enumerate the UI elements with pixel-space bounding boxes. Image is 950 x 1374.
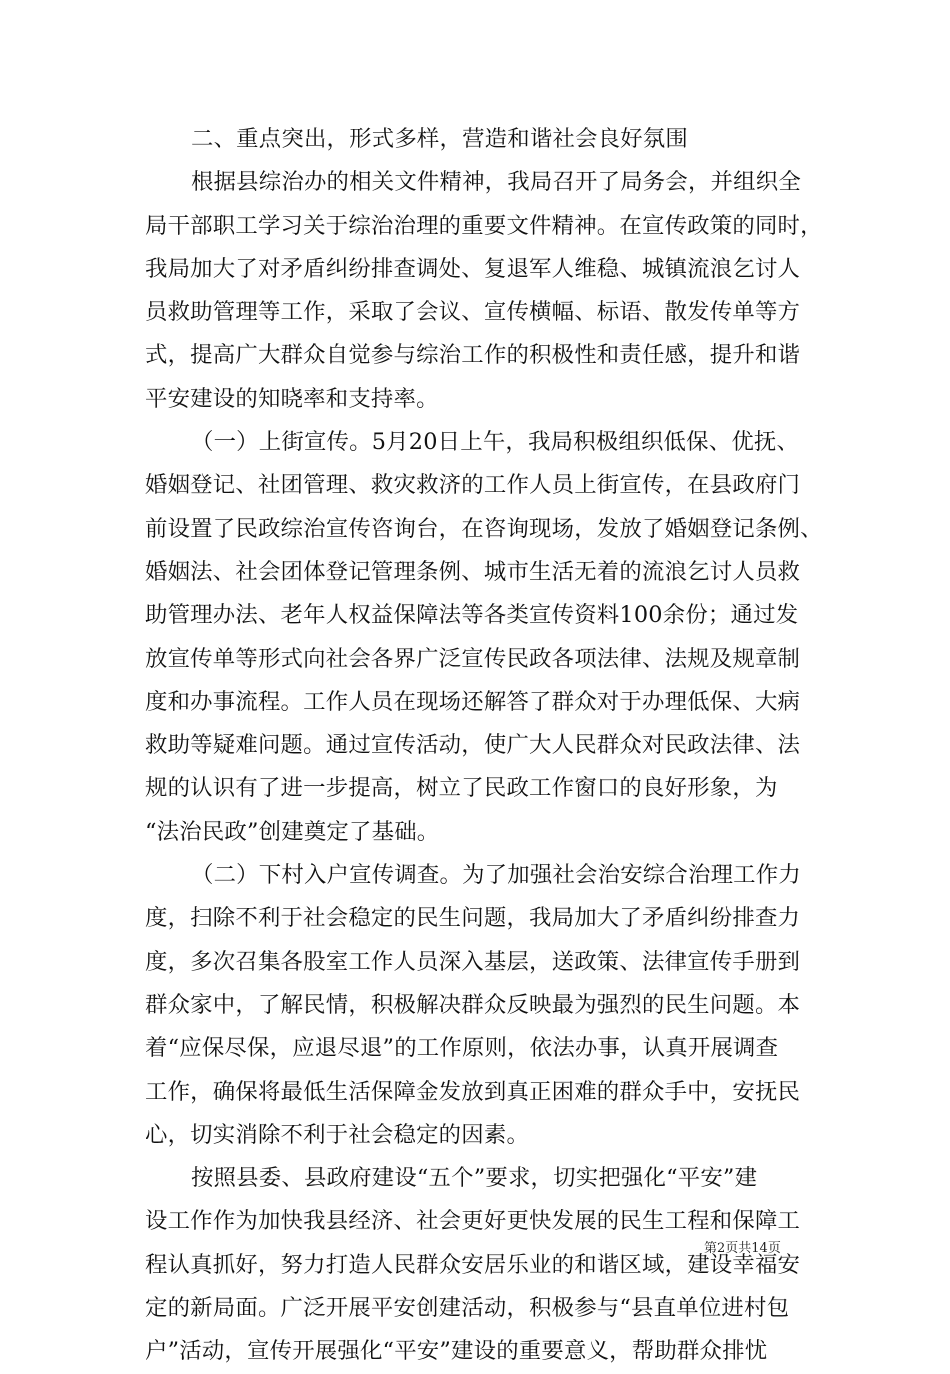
paragraph-heading-2 — [145, 118, 807, 161]
page-number-footer: 第2页共14页 — [704, 1241, 781, 1256]
document-body — [145, 118, 823, 1374]
paragraph-para-intro — [145, 161, 823, 421]
text-line: 度，扫除不利于社会稳定的民生问题，我局加大了矛盾纠纷排查力 — [145, 905, 801, 932]
text-line: （一）上街宣传。5月20日上午，我局积极组织低保、优抚、 — [191, 429, 800, 456]
text-line: 婚姻法、社会团体登记管理条例、城市生活无着的流浪乞讨人员救 — [145, 558, 801, 585]
text-line: 我局加大了对矛盾纠纷排查调处、复退军人维稳、城镇流浪乞讨人 — [145, 255, 801, 282]
text-line: 救助等疑难问题。通过宣传活动，使广大人民群众对民政法律、法 — [145, 732, 801, 759]
text-line: 员救助管理等工作，采取了会议、宣传横幅、标语、散发传单等方 — [145, 299, 801, 326]
text-line: 放宣传单等形式向社会各界广泛宣传民政各项法律、法规及规章制 — [145, 645, 801, 672]
text-line: 群众家中，了解民情，积极解决群众反映最为强烈的民生问题。本 — [145, 991, 801, 1018]
text-line: 二、重点突出，形式多样，营造和谐社会良好氛围 — [191, 126, 688, 152]
paragraph-para-village — [145, 854, 807, 1157]
text-line: 助管理办法、老年人权益保障法等各类宣传资料100余份；通过发 — [145, 602, 799, 629]
text-line: 工作，确保将最低生活保障金发放到真正困难的群众手中，安抚民 — [145, 1078, 801, 1105]
text-line: 户”活动，宣传开展强化“平安”建设的重要意义，帮助群众排忧 — [145, 1338, 768, 1365]
text-line: 婚姻登记、社团管理、救灾救济的工作人员上街宣传，在县政府门 — [145, 472, 801, 499]
text-line: 定的新局面。广泛开展平安创建活动，积极参与“县直单位进村包 — [145, 1295, 790, 1322]
text-line: 规的认识有了进一步提高，树立了民政工作窗口的良好形象，为 — [145, 775, 778, 802]
text-line: 着“应保尽保，应退尽退”的工作原则，依法办事，认真开展调查 — [145, 1035, 779, 1062]
text-line: 按照县委、县政府建设“五个”要求，切实把强化“平安”建 — [191, 1165, 758, 1192]
text-line: “法治民政”创建奠定了基础。 — [145, 818, 440, 845]
text-line: 程认真抓好，努力打造人民群众安居乐业的和谐区域，建设幸福安 — [145, 1251, 801, 1278]
text-line: 局干部职工学习关于综治治理的重要文件精神。在宣传政策的同时， — [145, 212, 823, 239]
text-line: 度和办事流程。工作人员在现场还解答了群众对于办理低保、大病 — [145, 688, 801, 715]
paragraph-para-safety — [145, 1157, 807, 1373]
text-line: 度，多次召集各股室工作人员深入基层，送政策、法律宣传手册到 — [145, 948, 801, 975]
text-line: 根据县综治办的相关文件精神，我局召开了局务会，并组织全 — [191, 169, 801, 196]
paragraph-para-street — [145, 421, 823, 854]
text-line: 平安建设的知晓率和支持率。 — [145, 385, 439, 412]
text-line: （二）下村入户宣传调查。为了加强社会治安综合治理工作力 — [191, 862, 801, 889]
text-line: 式，提高广大群众自觉参与综治工作的积极性和责任感，提升和谐 — [145, 342, 801, 369]
text-line: 设工作作为加快我县经济、社会更好更快发展的民生工程和保障工 — [145, 1208, 801, 1235]
text-line: 心，切实消除不利于社会稳定的因素。 — [145, 1121, 530, 1148]
text-line: 前设置了民政综治宣传咨询台，在咨询现场，发放了婚姻登记条例、 — [145, 515, 823, 542]
